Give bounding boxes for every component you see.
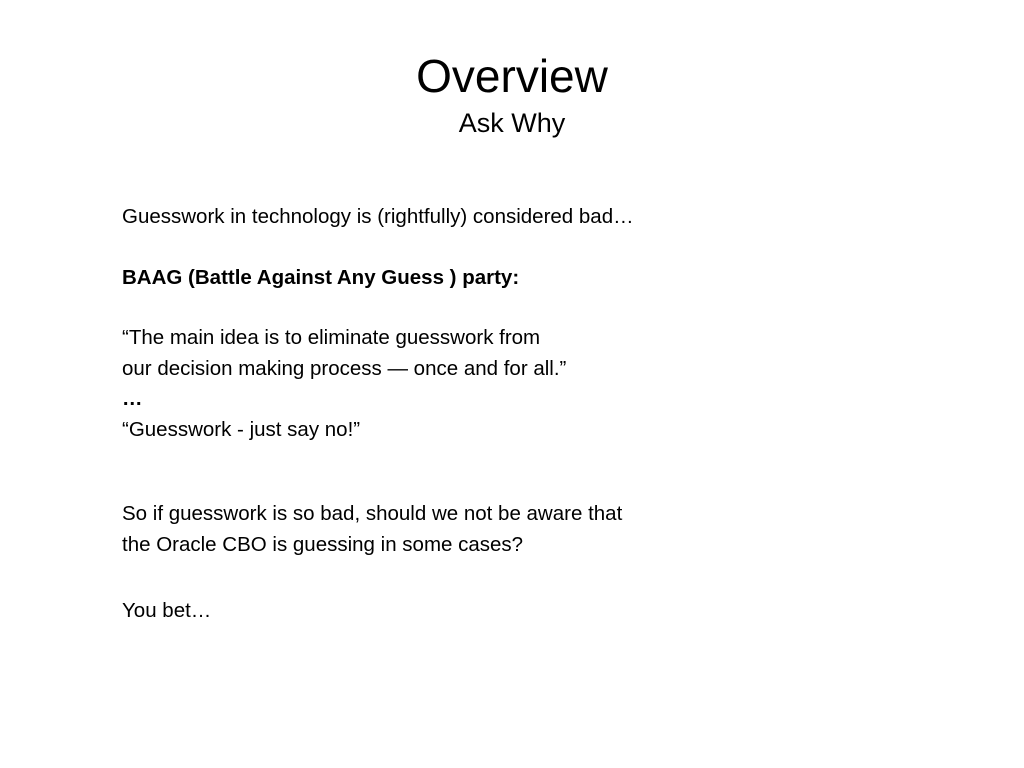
party-heading: BAAG (Battle Against Any Guess ) party: bbox=[122, 266, 520, 289]
slide-title: Overview bbox=[416, 50, 608, 102]
intro-text: Guesswork in technology is (rightfully) considered bad… bbox=[122, 205, 634, 228]
question-line-2: the Oracle CBO is guessing in some cases? bbox=[122, 533, 524, 556]
title-block bbox=[0, 46, 1024, 140]
ellipsis: … bbox=[122, 387, 143, 410]
slide-subtitle: Ask Why bbox=[458, 108, 566, 138]
quote-short: “Guesswork - just say no!” bbox=[122, 418, 361, 441]
quote-line-1: “The main idea is to eliminate guesswork from bbox=[122, 326, 541, 349]
question-line-1: So if guesswork is so bad, should we not be aware that bbox=[122, 502, 623, 525]
closing-text: You bet… bbox=[122, 599, 212, 622]
quote-line-2: our decision making process — once and for all.” bbox=[122, 357, 567, 380]
